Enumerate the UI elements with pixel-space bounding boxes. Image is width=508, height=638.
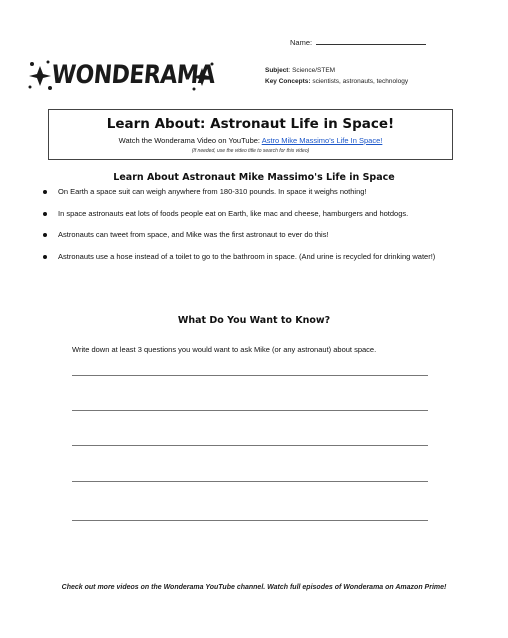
section-heading-facts: Learn About Astronaut Mike Massimo's Life in Space	[113, 172, 395, 183]
fact-text: Astronauts use a hose instead of a toilet to go to the bathroom in space. (And urine is recycled for drinking water!)	[58, 251, 436, 261]
concepts-label: Key Concepts:	[265, 78, 311, 85]
bullet-icon	[43, 190, 47, 194]
video-link[interactable]: Astro Mike Massimo's Life In Space!	[261, 136, 383, 145]
list-item	[40, 208, 470, 220]
lesson-meta	[265, 65, 408, 87]
fact-text: On Earth a space suit can weigh anywhere from 180-310 pounds. In space it weighs nothing!	[58, 187, 367, 196]
answer-line-3[interactable]	[72, 445, 428, 446]
bullet-icon	[43, 212, 47, 216]
name-field[interactable]	[290, 36, 426, 47]
list-item	[40, 251, 470, 263]
answer-line-4[interactable]	[72, 481, 428, 482]
footer-note: Check out more videos on the Wonderama YouTube channel. Watch full episodes of Wonderama on Amazon Prime!	[61, 584, 447, 591]
answer-line-5[interactable]	[72, 520, 428, 521]
logo-wordmark: WONDERAMA	[50, 61, 217, 90]
fact-text: In space astronauts eat lots of foods people eat on Earth, like mac and cheese, hamburgers and hotdogs.	[58, 208, 409, 218]
watch-text: Watch the Wonderama Video on YouTube:	[118, 136, 262, 145]
bullet-icon	[43, 255, 47, 259]
answer-line-2[interactable]	[72, 410, 428, 411]
concepts-value: scientists, astronauts, technology	[310, 78, 409, 85]
subject-label: Subject	[265, 67, 289, 74]
page-title: Learn About: Astronaut Life in Space!	[106, 116, 395, 132]
wonderama-logo	[26, 58, 216, 94]
fact-text: Astronauts can tweet from space, and Mike was the first astronaut to ever do this!	[58, 230, 329, 239]
facts-list	[40, 186, 470, 262]
search-note: (If needed, use the video title to search for this video)	[191, 148, 310, 154]
name-label: Name:	[290, 38, 313, 47]
list-item	[40, 229, 470, 241]
answer-line-1[interactable]	[72, 375, 428, 376]
bullet-icon	[43, 233, 47, 237]
subject-value: : Science/STEM	[288, 67, 336, 74]
subject-line	[265, 65, 408, 76]
name-blank-line[interactable]	[316, 36, 426, 45]
questions-prompt: Write down at least 3 questions you would want to ask Mike (or any astronaut) about space.	[72, 345, 377, 354]
title-box	[48, 109, 453, 160]
section-heading-questions: What Do You Want to Know?	[177, 315, 331, 326]
concepts-line	[265, 76, 408, 87]
list-item	[40, 186, 470, 198]
watch-line	[49, 136, 452, 145]
